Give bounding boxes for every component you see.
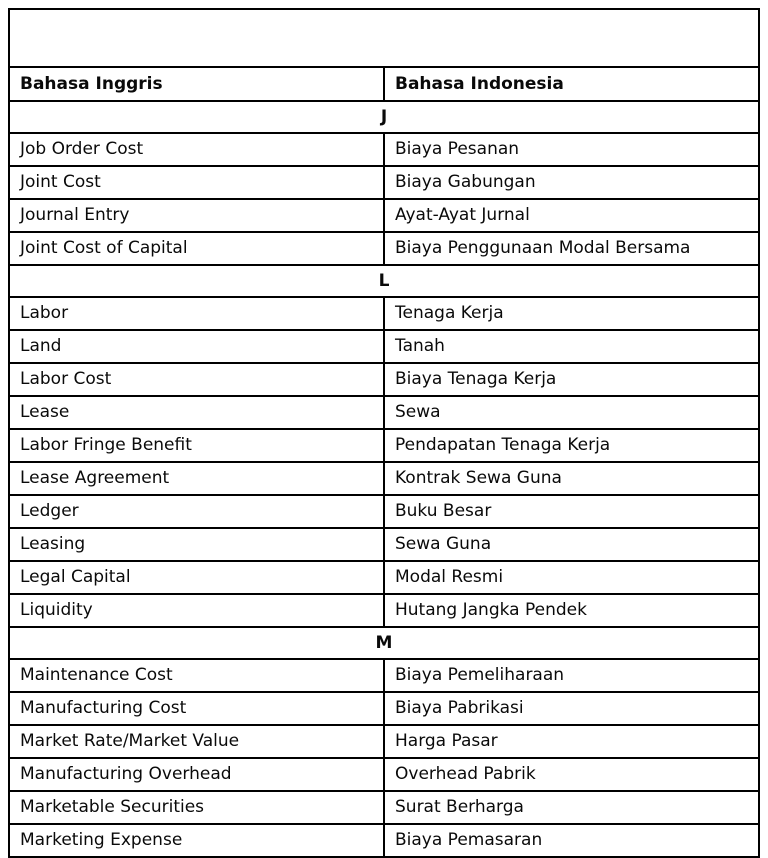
term-en: Manufacturing Overhead (9, 758, 384, 791)
term-en: Marketable Securities (9, 791, 384, 824)
table-row (9, 232, 759, 265)
term-en: Labor Cost (9, 363, 384, 396)
table-row (9, 528, 759, 561)
section-header-row (9, 101, 759, 133)
term-en: Job Order Cost (9, 133, 384, 166)
term-id: Hutang Jangka Pendek (384, 594, 759, 627)
term-en: Labor (9, 297, 384, 330)
term-en: Leasing (9, 528, 384, 561)
term-id: Biaya Pabrikasi (384, 692, 759, 725)
term-en: Labor Fringe Benefit (9, 429, 384, 462)
term-id: Sewa Guna (384, 528, 759, 561)
term-id: Biaya Pesanan (384, 133, 759, 166)
table-row (9, 297, 759, 330)
term-en: Market Rate/Market Value (9, 725, 384, 758)
table-row (9, 824, 759, 857)
column-header-indonesian: Bahasa Indonesia (384, 67, 759, 101)
term-en: Liquidity (9, 594, 384, 627)
term-id: Ayat-Ayat Jurnal (384, 199, 759, 232)
term-id: Tenaga Kerja (384, 297, 759, 330)
page-title: Istilah Akuntansi dalam Bahasa Inggris dari J - M (9, 9, 759, 67)
term-id: Buku Besar (384, 495, 759, 528)
table-row (9, 429, 759, 462)
table-row (9, 692, 759, 725)
term-id: Pendapatan Tenaga Kerja (384, 429, 759, 462)
accounting-terms-table (8, 8, 760, 858)
table-row (9, 594, 759, 627)
table-row (9, 396, 759, 429)
term-id: Tanah (384, 330, 759, 363)
term-en: Maintenance Cost (9, 659, 384, 692)
table-row (9, 791, 759, 824)
term-en: Marketing Expense (9, 824, 384, 857)
table-row (9, 199, 759, 232)
term-id: Biaya Penggunaan Modal Bersama (384, 232, 759, 265)
term-id: Overhead Pabrik (384, 758, 759, 791)
term-en: Ledger (9, 495, 384, 528)
table-row (9, 133, 759, 166)
column-header-row (9, 67, 759, 101)
term-en: Land (9, 330, 384, 363)
term-id: Sewa (384, 396, 759, 429)
table-row (9, 330, 759, 363)
term-en: Legal Capital (9, 561, 384, 594)
term-en: Journal Entry (9, 199, 384, 232)
term-id: Biaya Pemasaran (384, 824, 759, 857)
term-en: Joint Cost (9, 166, 384, 199)
section-letter: J (9, 101, 759, 133)
table-row (9, 363, 759, 396)
term-en: Manufacturing Cost (9, 692, 384, 725)
term-id: Modal Resmi (384, 561, 759, 594)
term-id: Surat Berharga (384, 791, 759, 824)
term-id: Biaya Gabungan (384, 166, 759, 199)
term-id: Biaya Pemeliharaan (384, 659, 759, 692)
section-letter: L (9, 265, 759, 297)
section-letter: M (9, 627, 759, 659)
table-row (9, 561, 759, 594)
table-row (9, 166, 759, 199)
title-row (9, 9, 759, 67)
section-header-row (9, 265, 759, 297)
table-row (9, 758, 759, 791)
table-row (9, 462, 759, 495)
table-row (9, 659, 759, 692)
term-en: Lease (9, 396, 384, 429)
column-header-english: Bahasa Inggris (9, 67, 384, 101)
section-header-row (9, 627, 759, 659)
term-en: Joint Cost of Capital (9, 232, 384, 265)
table-row (9, 495, 759, 528)
term-id: Kontrak Sewa Guna (384, 462, 759, 495)
table-row (9, 725, 759, 758)
term-id: Harga Pasar (384, 725, 759, 758)
term-en: Lease Agreement (9, 462, 384, 495)
term-id: Biaya Tenaga Kerja (384, 363, 759, 396)
